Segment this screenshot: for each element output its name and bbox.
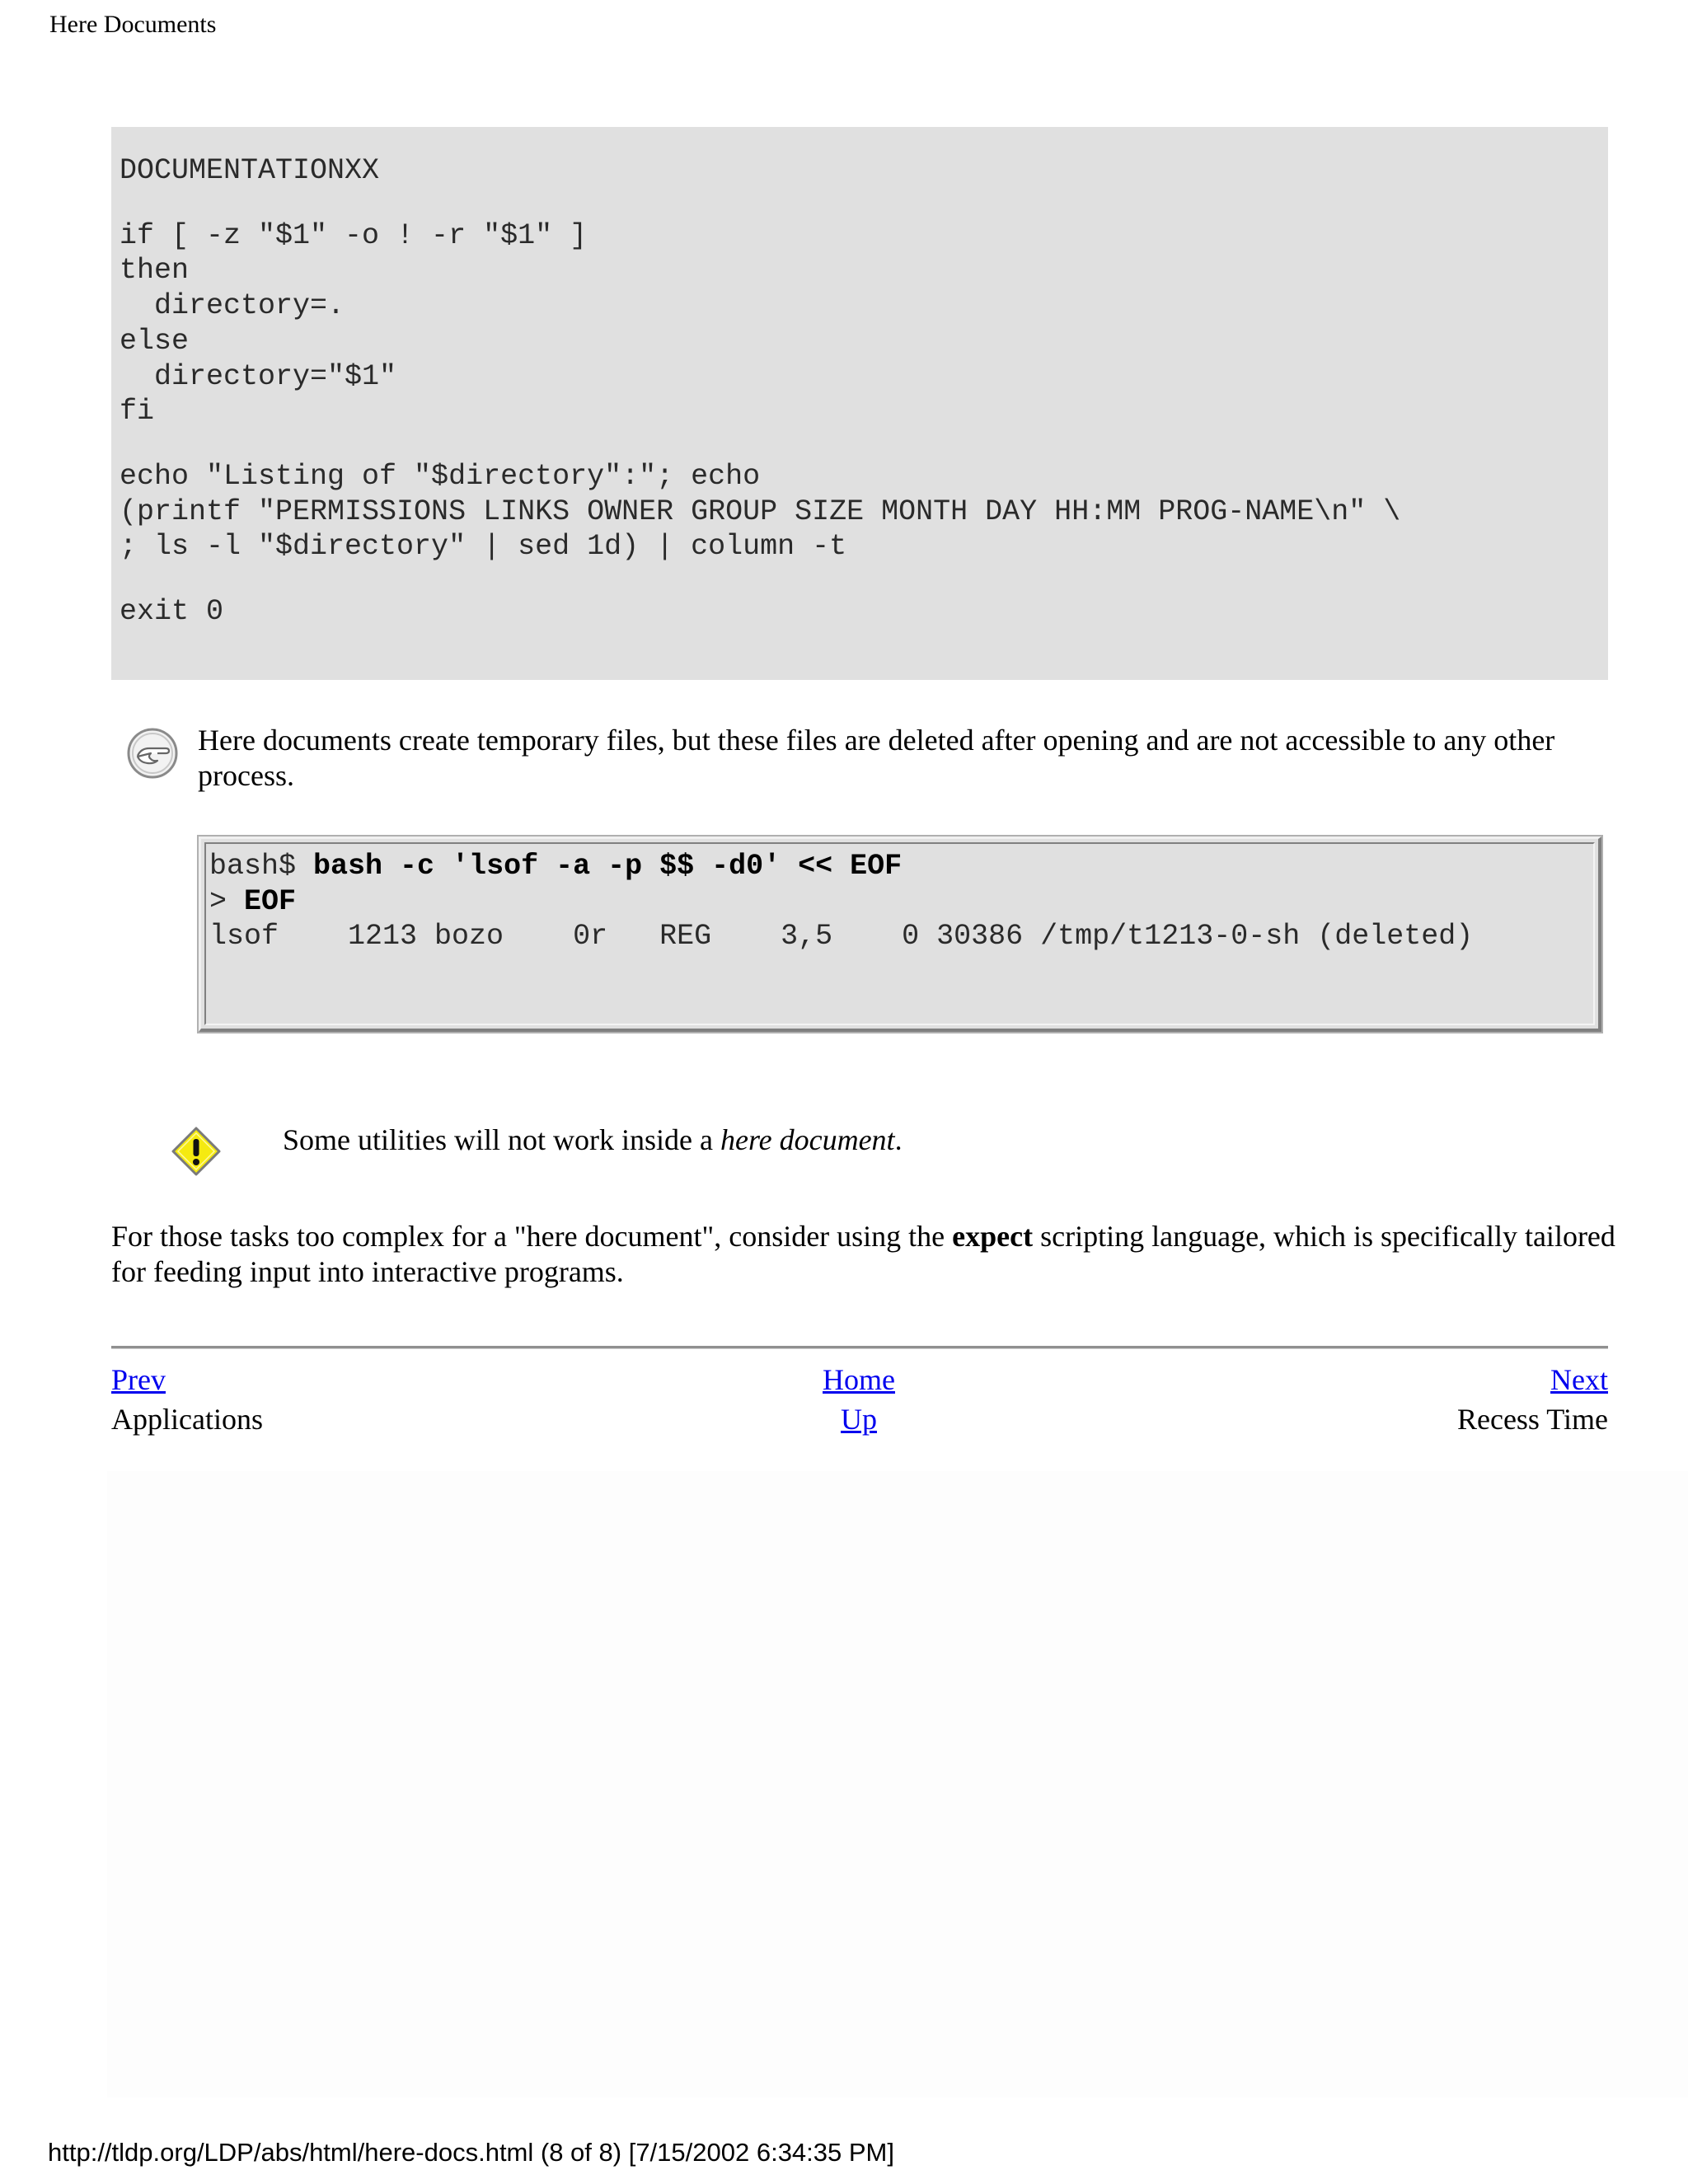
code-listing: DOCUMENTATIONXX if [ -z "$1" -o ! -r "$1" ] then directory=. else directory="$1" fi echo "Listing of "$directory":"; echo (printf "PERMISSIONS LINKS OWNER GROUP SIZE MONTH DAY HH:MM PROG-NAME\n" \ ; ls -l "$directory" | sed 1d) | column -t exit 0: [120, 154, 1401, 629]
warning-icon: [171, 1126, 222, 1177]
next-page-title: Recess Time: [1456, 1403, 1608, 1436]
page-background: [107, 1471, 1688, 2097]
next-link[interactable]: Next: [1550, 1363, 1608, 1396]
terminal-output: bash$ bash -c 'lsof -a -p $$ -d0' << EOF > EOF lsof 1213 bozo 0r REG 3,5 0 30386 /tmp/t1213-0-sh (deleted): [209, 850, 1474, 954]
expect-paragraph: For those tasks too complex for a "here document", consider using the expect scripting language, which is specifically tailored for feeding input into interactive programs.: [111, 1220, 1615, 1288]
nav-divider: [111, 1346, 1608, 1349]
warning-text: Some utilities will not work inside a here document.: [283, 1123, 903, 1156]
terminal-screen: [199, 837, 1601, 1032]
note-text: Here documents create temporary files, but these files are deleted after opening and are not accessible to any other process.: [198, 724, 1555, 792]
footer-url: http://tldp.org/LDP/abs/html/here-docs.html (8 of 8) [7/15/2002 6:34:35 PM]: [48, 2138, 894, 2167]
page-header-title: Here Documents: [49, 11, 217, 38]
code-block: [111, 127, 1608, 680]
note-hand-icon: [126, 727, 179, 780]
nav-next-wrapper: [1550, 1361, 1608, 1398]
nav-home-wrapper: [823, 1361, 895, 1398]
expect-keyword: expect: [952, 1220, 1034, 1253]
nav-up-wrapper: [841, 1401, 877, 1437]
prev-page-title: Applications: [111, 1403, 263, 1436]
nav-prev-wrapper: [111, 1361, 166, 1398]
up-link[interactable]: Up: [841, 1403, 877, 1436]
home-link[interactable]: Home: [823, 1363, 895, 1396]
prev-link[interactable]: Prev: [111, 1363, 166, 1396]
